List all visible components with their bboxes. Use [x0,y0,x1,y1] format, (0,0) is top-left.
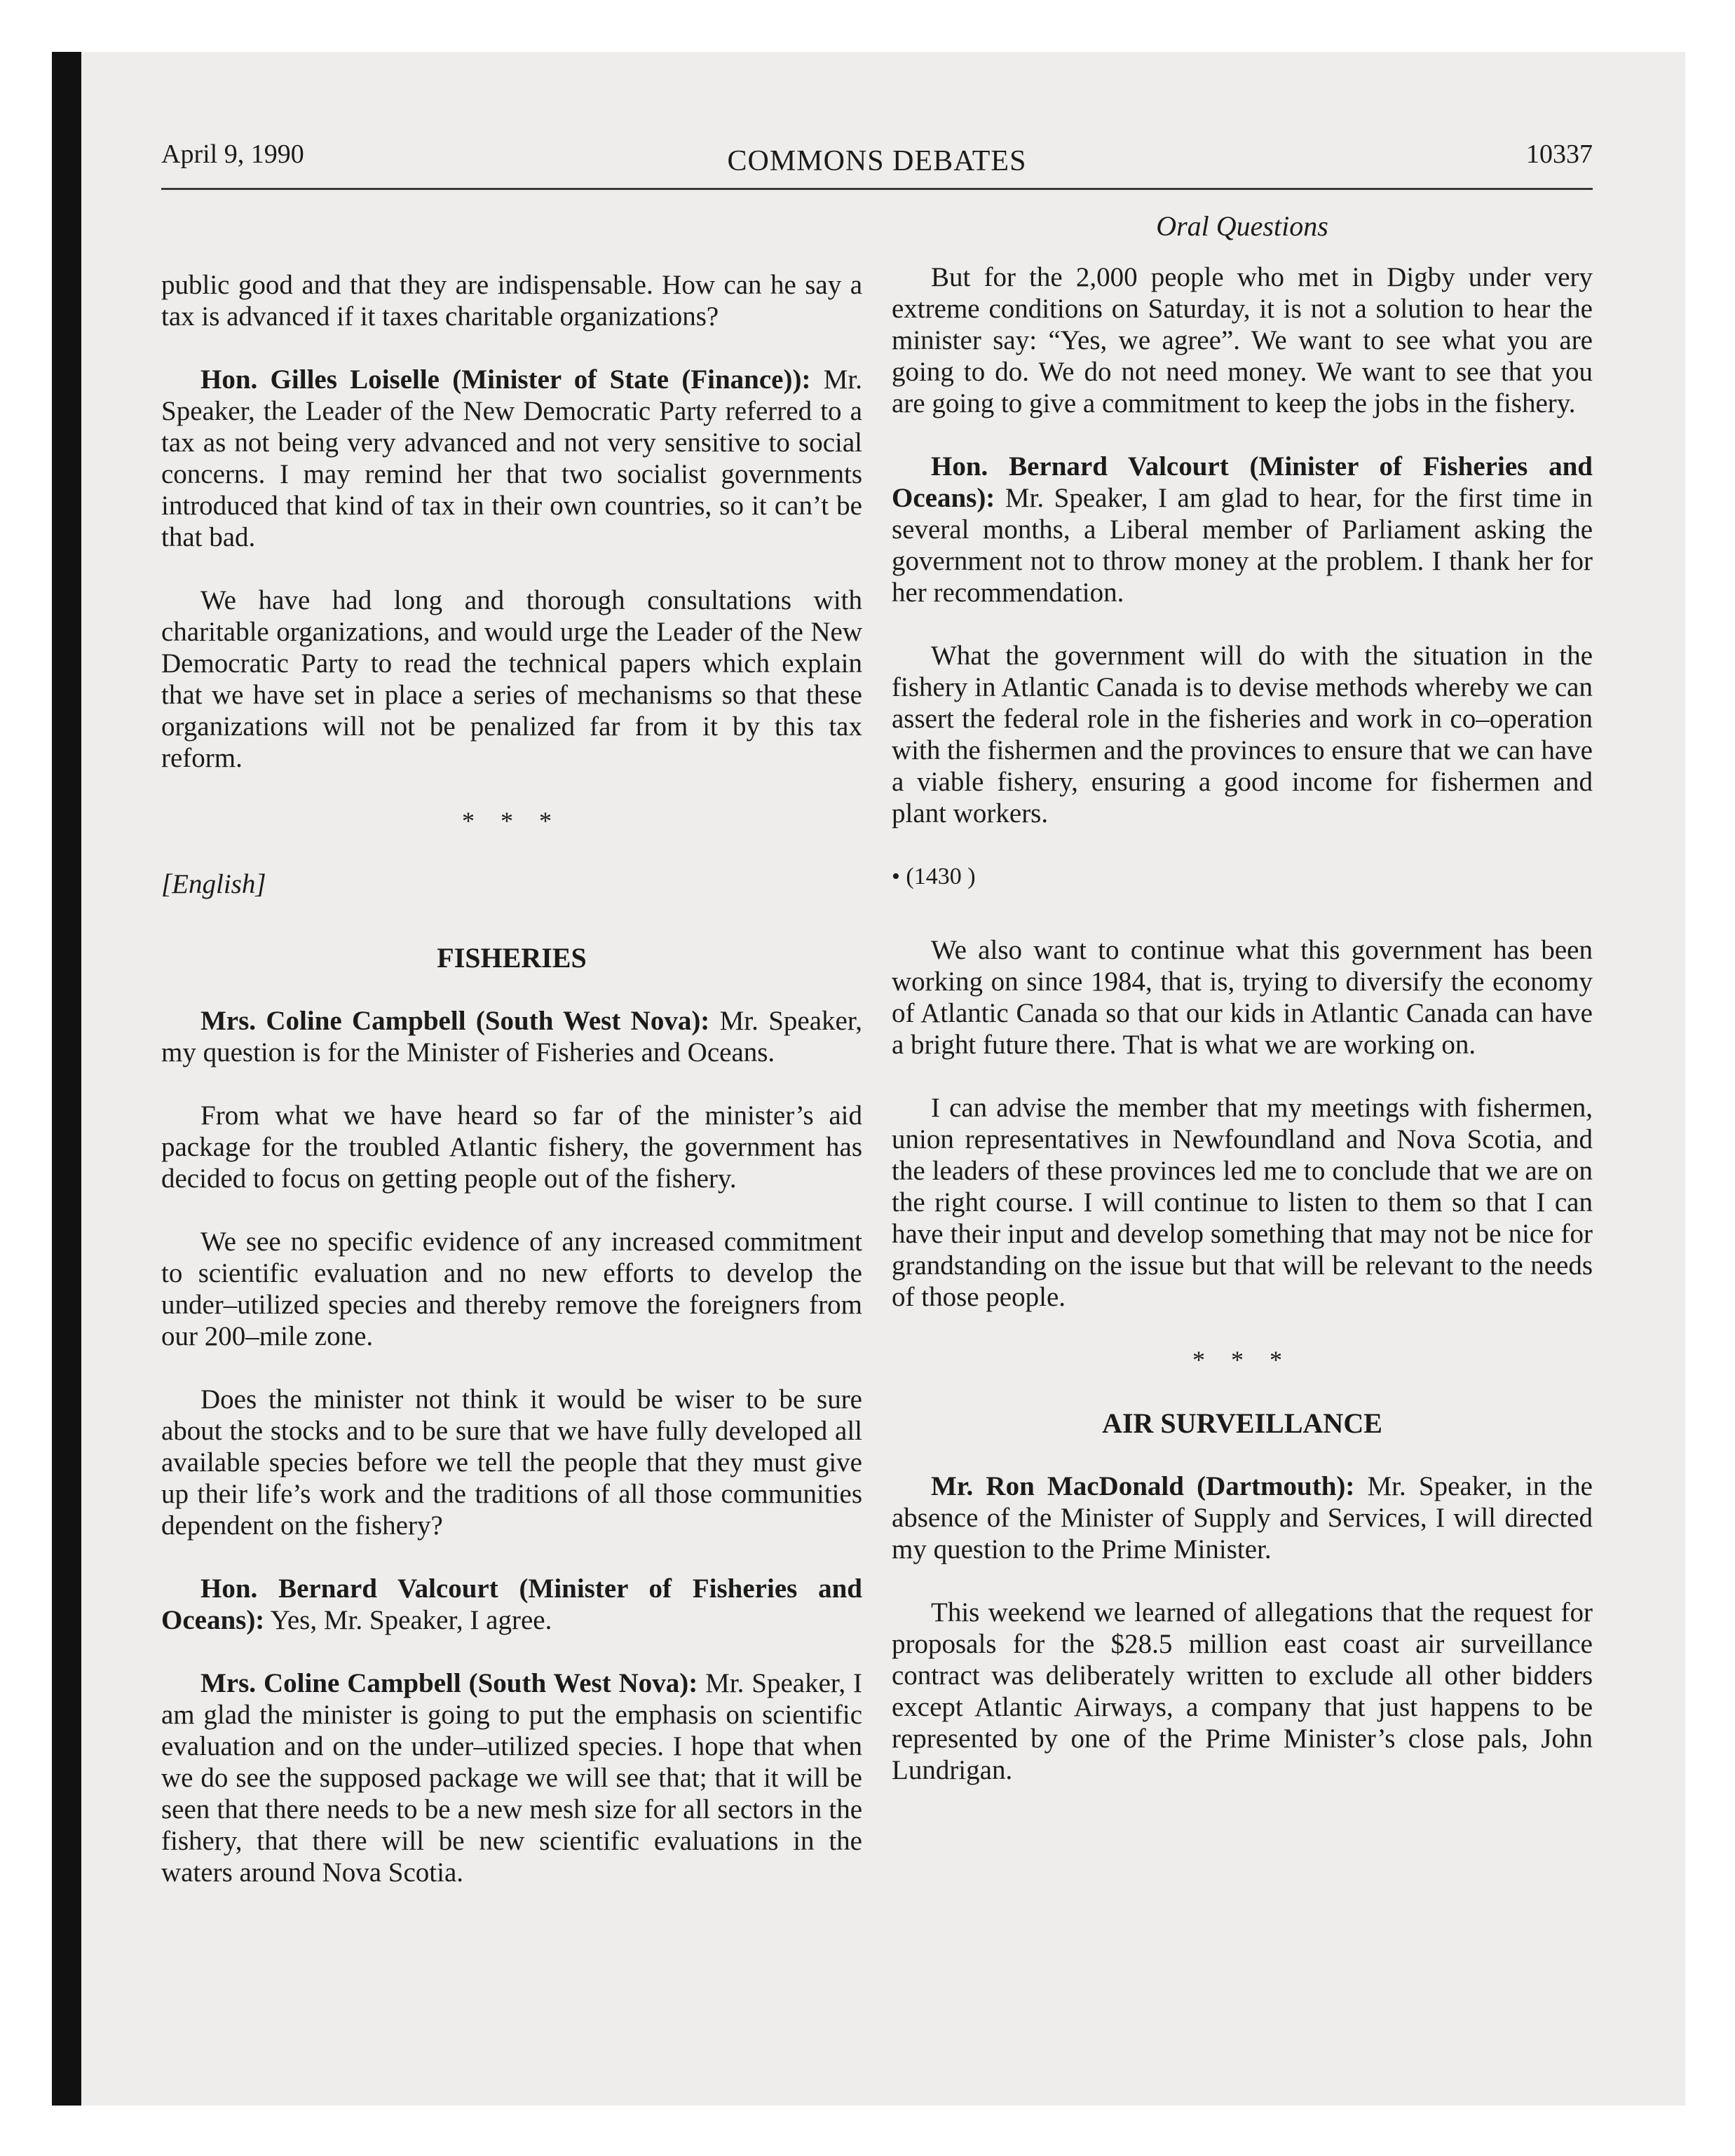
right-column [892,210,1593,1817]
speech-text: Mr. Speaker, I am glad the minister is going to put the emphasis on scientific evaluation and on the under–utilized species. I hope that when we do see the supposed package we will see that; that it will be seen that there needs to be a new mesh size for all sectors in the fishery, that there will be new scientific evaluations in the waters around Nova Scotia. [161,1668,862,1888]
binding-edge [52,52,81,2106]
paragraph: We have had long and thorough consultations with charitable organizations, and would urge the Leader of the New Democratic Party to read the technical papers which explain that we have set in place a series of mechanisms so that these organizations will not be penalized far from it by this tax reform. [161,585,862,773]
section-heading: FISHERIES [437,942,587,974]
paragraph: Does the minister not think it would be wiser to be sure about the stocks and to be sure that we have fully developed all available species before we tell the people that they must give up their life’s work and the traditions of all those communities dependent on the fishery? [161,1384,862,1541]
speech-text: Yes, Mr. Speaker, I agree. [264,1605,552,1635]
time-marker: • (1430 ) [892,864,976,889]
speaker-name: Mrs. Coline Campbell (South West Nova): [200,1668,698,1698]
speech-text: Mr. Speaker, I am glad to hear, for the first time in several months, a Liberal member of Parliament asking the government not to throw money at the problem. I thank her for her recommendation. [892,483,1593,608]
speech-paragraph [892,451,1593,608]
paragraph: We also want to continue what this government has been working on since 1984, that is, trying to diversify the economy of Atlantic Canada so that our kids in Atlantic Canada can have a bright future there. That is what we are working on. [892,935,1593,1060]
header-title: COMMONS DEBATES [727,145,1027,177]
speech-paragraph [161,1573,862,1636]
speaker-name: Mr. Ron MacDonald (Dartmouth): [931,1471,1355,1501]
paragraph: This weekend we learned of allegations that the request for proposals for the $28.5 million east coast air surveillance contract was deliberately written to exclude all other bidders except Atlantic Airways, a company that just happens to be represented by one of the Prime Minister’s close pals, John Lundrigan. [892,1597,1593,1785]
speech-text: Mr. Speaker, my question is for the Minister of Fisheries and Oceans. [161,1006,862,1067]
speaker-name: Hon. Bernard Valcourt (Minister of Fisheries and Oceans): [161,1574,862,1635]
paragraph: I can advise the member that my meetings with fishermen, union representatives in Newfoundland and Nova Scotia, and the leaders of these provinces led me to conclude that we are on the right course. I will continue to listen to them so that I can have their input and develop something that may not be nice for grandstanding on the issue but that will be relevant to the needs of those people. [892,1093,1593,1312]
language-note: [English] [161,869,266,899]
paragraph: We see no specific evidence of any increased commitment to scientific evaluation and no new efforts to develop the under–utilized species and thereby remove the foreigners from our 200–mile zone. [161,1227,862,1351]
speech-paragraph [161,1005,862,1068]
header-date: April 9, 1990 [161,139,304,169]
section-separator: * * * [1192,1346,1292,1374]
section-separator: * * * [462,807,562,835]
speaker-name: Hon. Gilles Loiselle (Minister of State (Finance)): [200,364,811,395]
page-header [161,139,1593,190]
header-page-number: 10337 [1526,139,1593,169]
paragraph: But for the 2,000 people who met in Digby under very extreme conditions on Saturday, it is not a solution to hear the minister say: “Yes, we agree”. We want to see what you are going to do. We do not need money. We want to see that you are going to give a commitment to keep the jobs in the fishery. [892,262,1593,418]
left-column [161,269,862,1920]
speech-paragraph [892,1471,1593,1565]
speaker-name: Hon. Bernard Valcourt (Minister of Fisheries and Oceans): [892,451,1593,513]
paragraph: From what we have heard so far of the minister’s aid package for the troubled Atlantic fishery, the government has decided to focus on getting people out of the fishery. [161,1100,862,1194]
section-heading: AIR SURVEILLANCE [1102,1407,1382,1439]
paragraph: public good and that they are indispensable. How can he say a tax is advanced if it taxes charitable organizations? [161,270,862,332]
speaker-name: Mrs. Coline Campbell (South West Nova): [200,1006,710,1036]
speech-text: Mr. Speaker, in the absence of the Minister of Supply and Services, I will directed my question to the Prime Minister. [892,1471,1593,1564]
paragraph: What the government will do with the situation in the fishery in Atlantic Canada is to devise methods whereby we can assert the federal role in the fisheries and work in co–operation with the fishermen and the provinces to ensure that we can have a viable fishery, ensuring a good income for fishermen and plant workers. [892,641,1593,828]
speech-paragraph [161,1667,862,1888]
speech-text: Mr. Speaker, the Leader of the New Democratic Party referred to a tax as not being very advanced and not very sensitive to social concerns. I may remind her that two socialist governments introduced that kind of tax in their own countries, so it can’t be that bad. [161,364,863,552]
speech-paragraph [161,364,862,553]
section-label: Oral Questions [1156,210,1328,242]
